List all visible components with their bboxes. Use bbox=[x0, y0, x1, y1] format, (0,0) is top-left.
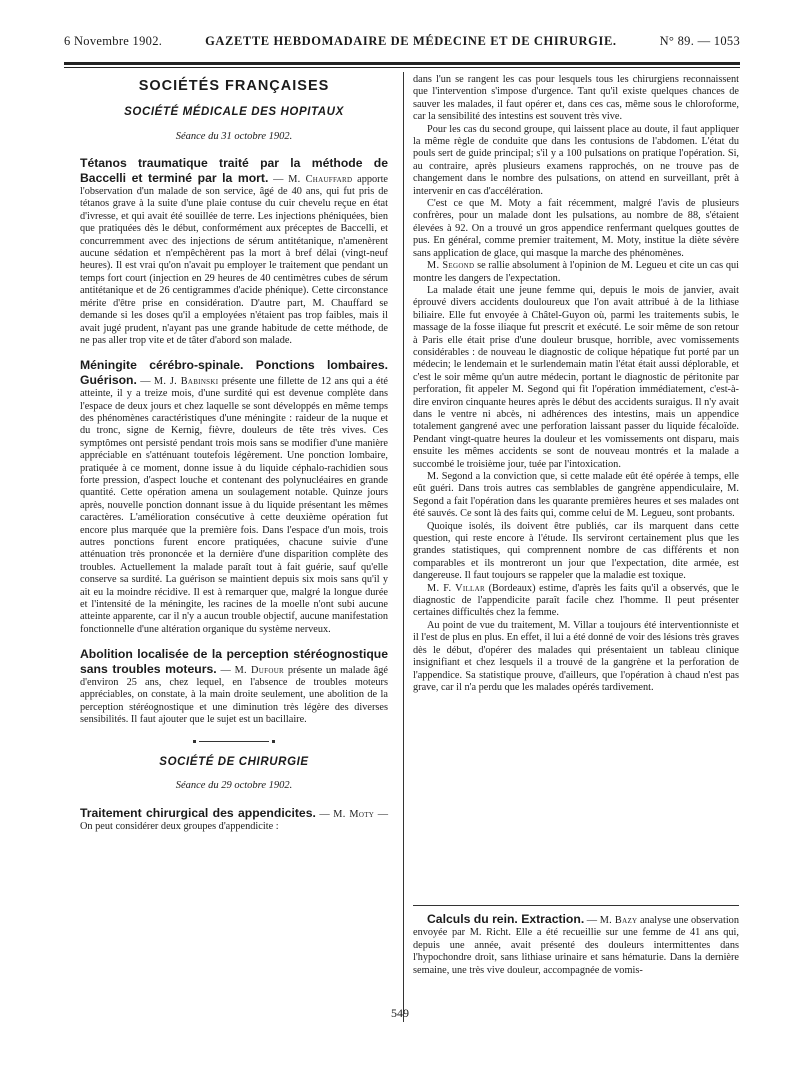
right-column bbox=[413, 74, 739, 694]
left-column bbox=[80, 76, 388, 833]
article-title-stereognostique: Abolition localisée de la perception stéréognostique sans troubles moteurs. bbox=[80, 647, 388, 676]
article-meningite: Méningite cérébro-spinale. Ponctions lombaires. Guérison. — M. J. Babinski présente une fillette de 12 ans qui a été atteinte, il y a treize mois, d'une surdité qui est devenue complète dans l'espace de deux jours et chez laquelle se sont développés en même temps des phénomènes caractéristiques d'une méningite : raideur de la nuque et du tronc, signe de Kernig, fièvre, douleurs de tête très vives. Ces symptômes ont persisté pendant trois mois sans se modifier d'une manière appréciable en s'atténuant toutefois légèrement. Une ponction lombaire, pratiquée à ce moment, donne issue à du liquide céphalo-rachidien sous forte pression, d'aspect louche et contenant des polynucléaires en grande quantité. Cette opération amena un soulagement notable. Quinze jours après, nouvelle ponction donnant issue à du liquide présentant les mêmes caractères. L'amélioration consécutive à cette deuxième opération fut encore plus marquée que la première fois. Dans l'espace d'un mois, trois autres ponctions furent encore pratiquées, chacune suivie d'une atténuation très prononcée et la dernière d'une disparition complète des troubles. Actuellement la malade paraît tout à fait guérie, sauf qu'elle conserve sa surdité. La guérison se maintient depuis six mois sans qu'il y ait eu la moindre récidive. Il est à remarquer que, malgré la longue durée et l'intensité de la méningite, les racines de la moelle n'ont subi aucune atteinte apparente, car il n'y a aucun trouble objectif, aucune manifestation fonctionnelle d'une altération organique du système nerveux. bbox=[80, 358, 389, 635]
author-moty: M. Moty bbox=[333, 808, 375, 820]
article-tetanos: Tétanos traumatique traité par la méthode de Baccelli et terminé par la mort. — M. Chauffard apporte l'observation d'un malade de son service, âgé de 40 ans, qui fut pris de tétanos grave à la suite d'une plaie contuse du cuir chevelu reçue en état d'ivresse, et qui avait été souillée de terre. Les injections phéniquées, bien que pratiquées dès le début, conformément aux préceptes de Baccelli, et concurremment avec des injections de sérum antitétanique, n'amenèrent aucune sédation et n'empêchèrent pas la mort à bref délai (vingt-neuf heures). Il est vrai qu'on n'avait pu employer le traitement que pendant un temps fort court (injection en 29 heures de 40 centimètres cubes de sérum antitétanique et de 26 centigrammes d'acide phénique). Cette circonstance mérite d'être prise en considération. D'autre part, M. Chauffard se demande si les doses qu'il a employées n'étaient pas trop faibles, mais il avait jugé prudent, n'ayant pas une grande habitude de cette méthode, de ne pas aller trop vite et de tâter d'abord son malade. bbox=[80, 156, 389, 346]
paragraph: dans l'un se rangent les cas pour lesquels tous les chirurgiens reconnaissent que l'intervention s'impose d'urgence. Tant qu'il existe quelques chances de sauver les malades, il faut opérer et, dans ces cas, même sous le chloroforme, car la sensibilité des intestins est souvent très vive. bbox=[413, 74, 739, 123]
running-header bbox=[64, 34, 740, 54]
article-calculs: Calculs du rein. Extraction. — M. Bazy analyse une observation envoyée par M. Richt. Elle a été recueillie sur une femme de 41 ans qui, depuis une année, avait présenté des douleurs intermittentes dans l'hypochondre droit, sans lithiase urinaire et sans hématurie. Dans la dernière semaine, une très vive douleur, accompagnée de vomis- bbox=[413, 912, 739, 976]
paragraph: La malade était une jeune femme qui, depuis le mois de janvier, avait éprouvé divers accidents douloureux que l'on avait attribué à de la lithiase biliaire. Elle fut envoyée à Châtel-Guyon où, parmi les traitements subis, le massage de la fosse iliaque fut prescrit et exécuté. Le soir même de son retour à Paris elle était prise d'une douleur brusque, horrible, avec vomissements considérables : de nouveau le diagnostic de colique hépatique fut porté par un médecin; le lendemain et le surlendemain matin l'état était aussi déplorable, et c'est le soir même qu'un autre médecin, portant le diagnostic de péritonite par perforation, fit appeler M. Segond qui fit l'opération immédiatement, c'est-à-dire environ cinquante heures après le début des accidents suraigus. Il n'y avait dans le ventre ni abcès, ni adhérences des intestins, mais un appendice totalement gangrené avec une perforation laissant passer du liquide fécaloïde. Pendant vingt-quatre heures la douleur et les vomissements ont disparu, mais ensuite les mêmes accidents se sont de nouveau montrés et la malade a succombé le troisième jour, tuée par l'intoxication. bbox=[413, 284, 739, 470]
society-title-chirurgie: SOCIÉTÉ DE CHIRURGIE bbox=[159, 755, 309, 768]
section-title: SOCIÉTÉS FRANÇAISES bbox=[138, 78, 330, 94]
article-appendicites: Traitement chirurgical des appendicites. — M. Moty — On peut considérer deux groupes d'appendicite : bbox=[80, 805, 388, 832]
paragraph-text: (Bordeaux) estime, d'après les faits qu'il a observés, que le diagnostic de l'appendicite paraît facile chez l'homme. Il peut présenter certaines difficultés chez la femme. bbox=[413, 582, 739, 619]
article-title-tetanos: Tétanos traumatique traité par la méthode de Baccelli et terminé par la mort. bbox=[80, 156, 388, 185]
paragraph: Au point de vue du traitement, M. Villar a toujours été interventionniste et il l'est de plus en plus. En effet, il lui a été donné de voir des lésions très graves dès le début, d'opérer des malades qui présentaient un tableau clinique insignifiant et chez lesquels il a trouvé de la gangrène et la perforation de l'appendice. Sa statistique prouve, d'ailleurs, que l'opération à chaud n'est pas grave, car il n'a perdu que les malades opérés tardivement. bbox=[413, 619, 739, 693]
article-separator-rule bbox=[413, 905, 739, 906]
seance-date-2: Séance du 29 octobre 1902. bbox=[175, 780, 293, 792]
paragraph-text: se rallie absolument à l'opinion de M. Legueu et cite un cas qui montre les dangers de l'expectation. bbox=[413, 260, 740, 284]
article-title-appendicites: Traitement chirurgical des appendicites. bbox=[80, 805, 316, 820]
paragraph: M. Segond a la conviction que, si cette malade eût été opérée à temps, elle eût guéri. Dans trois autres cas semblables de gangrène appendiculaire, M. Segond a fait l'opération dans les quarante premières heures et ses malades ont été sauvés. Ce sont là des faits qui, comme celui de M. Legueu, sont probants. bbox=[413, 471, 739, 520]
paragraph: Pour les cas du second groupe, qui laissent place au doute, il faut appliquer la même règle de conduite que dans les contusions de l'abdomen. L'état du pouls sert de guide principal; s'il y a 100 pulsations on pratique l'opération. Si, au contraire, après plusieurs examens rapprochés, on ne trouve pas de changement dans le nombre des pulsations, on attend en surveillant, prêt à intervenir en cas d'accélération. bbox=[413, 123, 739, 197]
name-segond: M. Segond bbox=[427, 260, 475, 272]
author-dufour: M. Dufour bbox=[234, 664, 285, 676]
column-separator bbox=[403, 72, 404, 1022]
paragraph: C'est ce que M. Moty a fait récemment, malgré l'avis de plusieurs confrères, pour un malade dont les pulsations, au nombre de 88, s'étaient élevées à 92. On a trouvé un gros appendice renfermant quelques gouttes de pus. En général, comme premier traitement, M. Moty, institue la diète sévère sans application de glace, qui masque la marche des phénomènes. bbox=[413, 198, 739, 259]
article-text-appendicites: On peut considérer deux groupes d'appendicite : bbox=[80, 820, 279, 832]
article-text-meningite: présente une fillette de 12 ans qui a été atteinte, il y a treize mois, d'une surdité qui est devenue complète dans l'espace de deux jours et chez laquelle se sont développés en même temps des phénomènes caractéristiques d'une méningite : raideur de la nuque et du tronc, signe de Kernig, fièvre, douleurs de tête très vives. Ces symptômes ont persisté pendant trois mois sans se modifier d'une manière appréciable en s'atténuant toutefois légèrement. Une ponction lombaire, pratiquée à ce moment, donne issue à du liquide céphalo-rachidien sous forte pression, d'aspect louche et contenant des polynucléaires en grande quantité. Cette opération amena un soulagement notable. Quinze jours après, nouvelle ponction donnant issue à du liquide présentant les mêmes caractères. L'amélioration consécutive à cette deuxième opération fut encore plus marquée que la première fois. Dans l'espace d'un mois, trois autres ponctions furent encore pratiquées, chacune suivie d'une atténuation très prononcée et la dernière d'une disparition complète des troubles. Actuellement la malade paraît tout à fait guérie, sauf qu'elle conserve sa surdité. La guérison se maintient depuis six mois sans qu'il y ait eu la moindre récidive. Il est à remarquer que, malgré la longue durée et l'intensité de la méningite, les racines de la moelle n'ont subi aucune atteinte apparente, car il n'y a aucun trouble objectif, aucune manifestation fonctionnelle d'une altération organique du système nerveux. bbox=[80, 375, 389, 635]
article-title-calculs: Calculs du rein. Extraction. bbox=[427, 912, 585, 926]
author-bazy: M. Bazy bbox=[599, 915, 638, 926]
article-text-stereognostique: présente un malade âgé d'environ 25 ans, chez lequel, en l'absence de troubles moteurs appréciables, on constate, à la main droite seulement, une abolition de la perception stéréognostique et une diminution très légère des diverses sensibilités. Il faut ajouter que le sujet est un bacillaire. bbox=[80, 664, 388, 726]
society-title-hopitaux: SOCIÉTÉ MÉDICALE DES HOPITAUX bbox=[124, 106, 344, 119]
paragraph-segond bbox=[413, 260, 739, 285]
header-journal-title: GAZETTE HEBDOMADAIRE DE MÉDECINE ET DE CHIRURGIE. bbox=[205, 34, 617, 48]
header-issue-number: N° 89. — 1053 bbox=[659, 34, 740, 48]
article-text-tetanos: apporte l'observation d'un malade de son service, âgé de 40 ans, qui fut pris de tétanos grave à la suite d'une plaie contuse du cuir chevelu reçue en état d'ivresse, et qui avait été souillée de terre. Les injections phéniquées, bien que pratiquées dès le début, conformément aux préceptes de Baccelli, et concurremment avec des injections de sérum antitétanique, n'amenèrent aucune sédation et n'empêchèrent pas la mort à bref délai (vingt-neuf heures). Il est vrai qu'on n'avait pu employer le traitement que pendant un temps fort court (injection en 29 heures de 40 centimètres cubes de sérum antitétanique et de 26 centigrammes d'acide phénique). Cette circonstance mérite d'être prise en considération. D'autre part, M. Chauffard se demande si les doses qu'il a employées n'étaient pas trop faibles, mais il avait jugé prudent, n'ayant pas une grande habitude de cette méthode, de ne pas aller trop vite et de tâter d'abord son malade. bbox=[80, 173, 389, 346]
seance-date-1: Séance du 31 octobre 1902. bbox=[175, 130, 293, 142]
author-babinski: M. J. Babinski bbox=[153, 375, 219, 387]
article-text-calculs: analyse une observation envoyée par M. Richt. Elle a été recueillie sur une femme de 41 ans qui, depuis une année, avait présenté des douleurs intermittentes dans l'hypochondre droit, sans lithiase urinaire et sans hématurie. Dans la dernière semaine, une très vive douleur, accompagnée de vomis- bbox=[413, 915, 739, 976]
header-date: 6 Novembre 1902. bbox=[64, 34, 163, 48]
header-rule-thick bbox=[64, 62, 740, 65]
author-chauffard: M. Chauffard bbox=[288, 173, 353, 185]
article-stereognostique: Abolition localisée de la perception stéréognostique sans troubles moteurs. — M. Dufour présente un malade âgé d'environ 25 ans, chez lequel, en l'absence de troubles moteurs appréciables, on constate, à la main droite seulement, une abolition de la perception stéréognostique et une diminution très légère des diverses sensibilités. Il faut ajouter que le sujet est un bacillaire. bbox=[80, 647, 388, 726]
page-number: 549 bbox=[391, 1006, 409, 1020]
name-villar: M. F. Villar bbox=[427, 582, 485, 594]
section-divider bbox=[199, 741, 269, 742]
paragraph: Quoique isolés, ils doivent être publiés, car ils marquent dans cette question, qui reste encore à l'étude. Ils serviront certainement plus que les grandes statistiques, qui comprennent nombre de cas différents et non comparables et ils montreront un jour que l'expectation, dite armée, est dangereuse. Il faut toujours se rappeler que la maladie est toxique. bbox=[413, 520, 739, 582]
paragraph-villar bbox=[413, 583, 739, 620]
header-rule-thin bbox=[64, 67, 740, 68]
article-title-meningite: Méningite cérébro-spinale. Ponctions lombaires. Guérison. bbox=[80, 358, 388, 387]
